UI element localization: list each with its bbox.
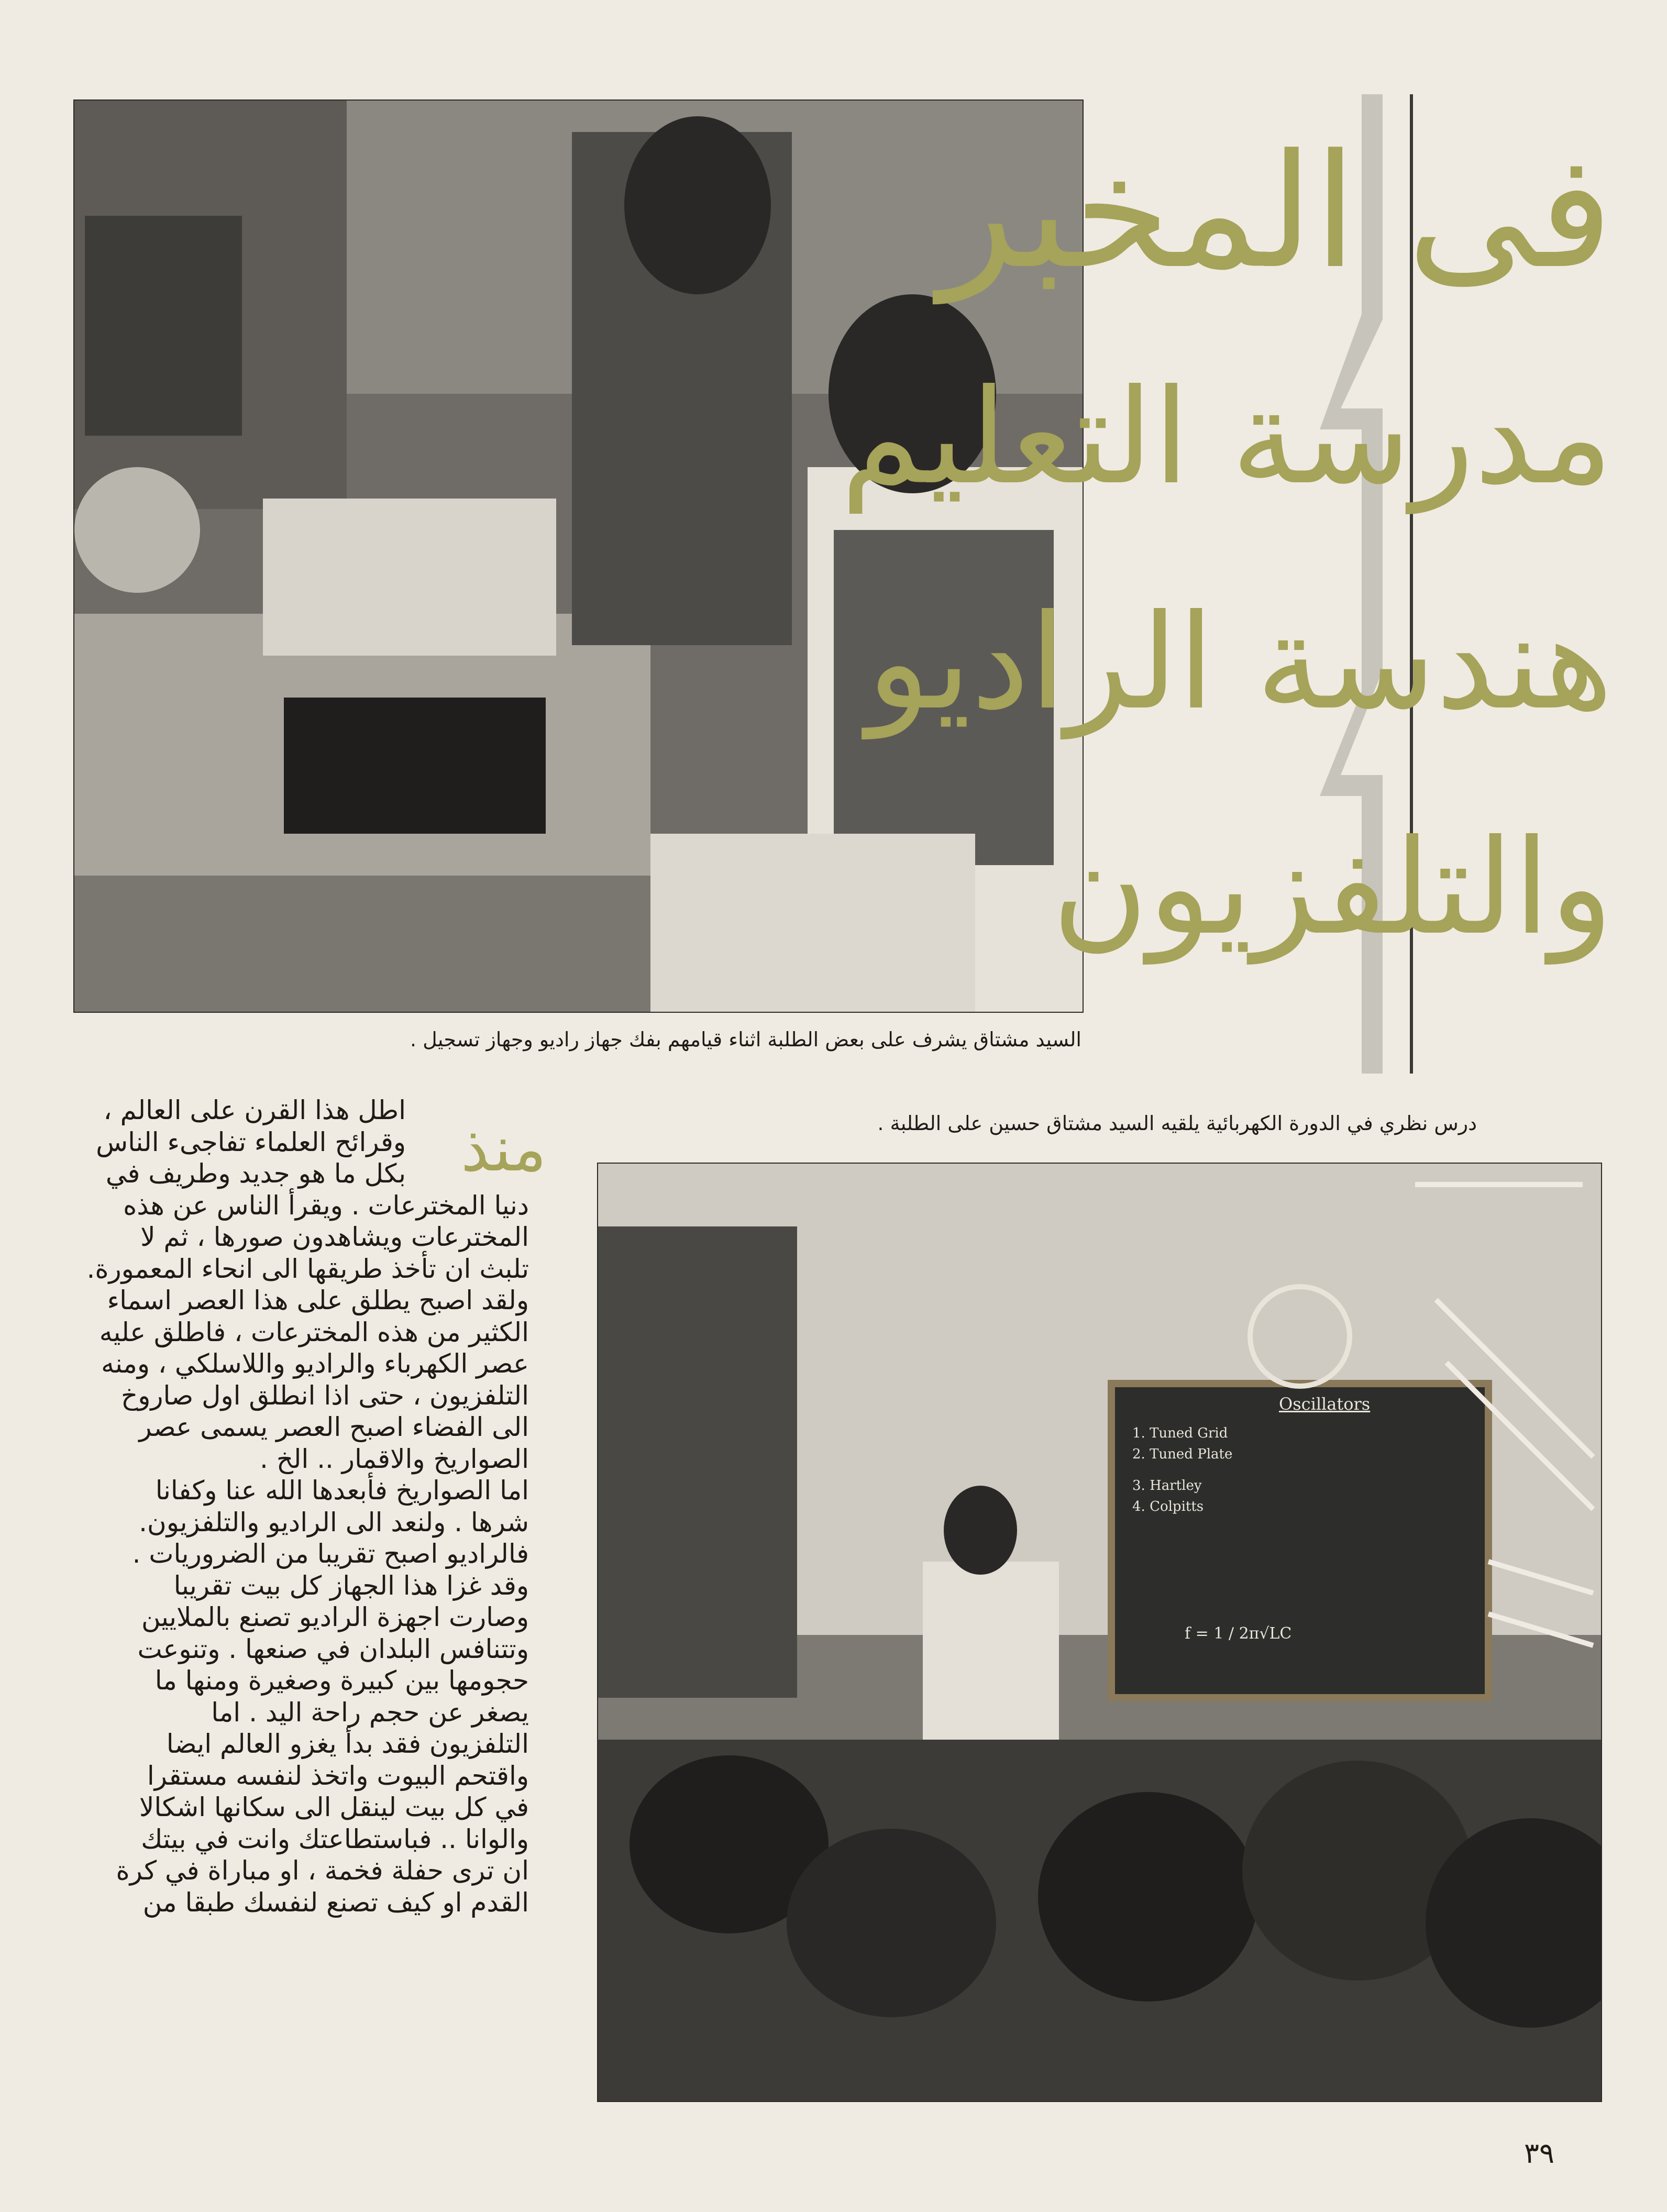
top-photo-caption: السيد مشتاق يشرف على بعض الطلبة اثناء قيامهم بفك جهاز راديو وجهاز تسجيل . (410, 1028, 1081, 1051)
article-line: والوانا .. فباستطاعتك وانت في بيتك (141, 1823, 529, 1854)
title-line-2: مدرسة التعليم (840, 361, 1613, 513)
article-title (840, 99, 1613, 1042)
article-line: وصارت اجهزة الراديو تصنع بالملايين (141, 1602, 529, 1632)
article-line: واقتحم البيوت واتخذ لنفسه مستقرا (147, 1760, 529, 1791)
article-body (73, 1094, 529, 1918)
bottom-photo-caption: درس نظري في الدورة الكهربائية يلقيه السيد مشتاق حسين على الطلبة . (877, 1112, 1477, 1135)
title-line-3: هندسة الراديو (867, 586, 1613, 738)
article-line: دنيا المخترعات . ويقرأ الناس عن هذه (123, 1190, 529, 1221)
article-line: وتتنافس البلدان في صنعها . وتنوعت (137, 1633, 529, 1664)
blackboard-item: 1. Tuned Grid (1132, 1425, 1228, 1441)
blackboard (1122, 1394, 1478, 1687)
title-line-1: فى المخبر (939, 120, 1613, 303)
article-line: عصر الكهرباء والراديو واللاسلكي ، ومنه (101, 1348, 529, 1379)
article-drop-word: منذ (461, 1113, 547, 1186)
article-line: حجومها بين كبيرة وصغيرة ومنها ما (154, 1665, 529, 1696)
blackboard-item: 2. Tuned Plate (1132, 1446, 1233, 1462)
article-line: التلفزيون ، حتى اذا انطلق اول صاروخ (120, 1380, 529, 1411)
article-line: تلبث ان تأخذ طريقها الى انحاء المعمورة. (86, 1253, 529, 1284)
article-line: وقرائح العلماء تفاجىء الناس (96, 1126, 406, 1157)
article-line: التلفزيون فقد بدأ يغزو العالم ايضا (166, 1729, 529, 1759)
bottom-photo (597, 1163, 1602, 2102)
article-line: الصواريخ والاقمار .. الخ . (260, 1443, 529, 1474)
blackboard-heading: Oscillators (1279, 1394, 1371, 1414)
blackboard-item: 3. Hartley (1132, 1478, 1202, 1494)
article-line: ان ترى حفلة فخمة ، او مباراة في كرة (116, 1855, 529, 1886)
article-line: فالراديو اصبح تقريبا من الضروريات . (132, 1539, 529, 1569)
article-line: اما الصواريخ فأبعدها الله عنا وكفانا (155, 1475, 529, 1506)
article-line: وقد غزا هذا الجهاز كل بيت تقريبا (173, 1570, 529, 1601)
article-line: بكل ما هو جديد وطريف في (105, 1158, 406, 1189)
article-line: القدم او كيف تصنع لنفسك طبقا من (142, 1887, 529, 1918)
blackboard-item: 4. Colpitts (1132, 1499, 1204, 1514)
article-line: اطل هذا القرن على العالم ، (103, 1095, 406, 1125)
article-line: ولقد اصبح يطلق على هذا العصر اسماء (107, 1285, 529, 1315)
article-line: شرها . ولنعد الى الراديو والتلفزيون. (139, 1507, 529, 1538)
title-line-4: والتلفزيون (1052, 811, 1613, 964)
page-number: ٣٩ (1524, 2137, 1555, 2170)
article-line: يصغر عن حجم راحة اليد . اما (211, 1697, 529, 1728)
article-line: الكثير من هذه المخترعات ، فاطلق عليه (99, 1317, 529, 1347)
article-line: الى الفضاء اصبح العصر يسمى عصر (139, 1412, 529, 1442)
article-line: المخترعات ويشاهدون صورها ، ثم لا (140, 1222, 529, 1252)
blackboard-formula: f = 1 / 2π√LC (1185, 1624, 1292, 1643)
article-line: في كل بيت لينقل الى سكانها اشكالا (139, 1792, 529, 1822)
